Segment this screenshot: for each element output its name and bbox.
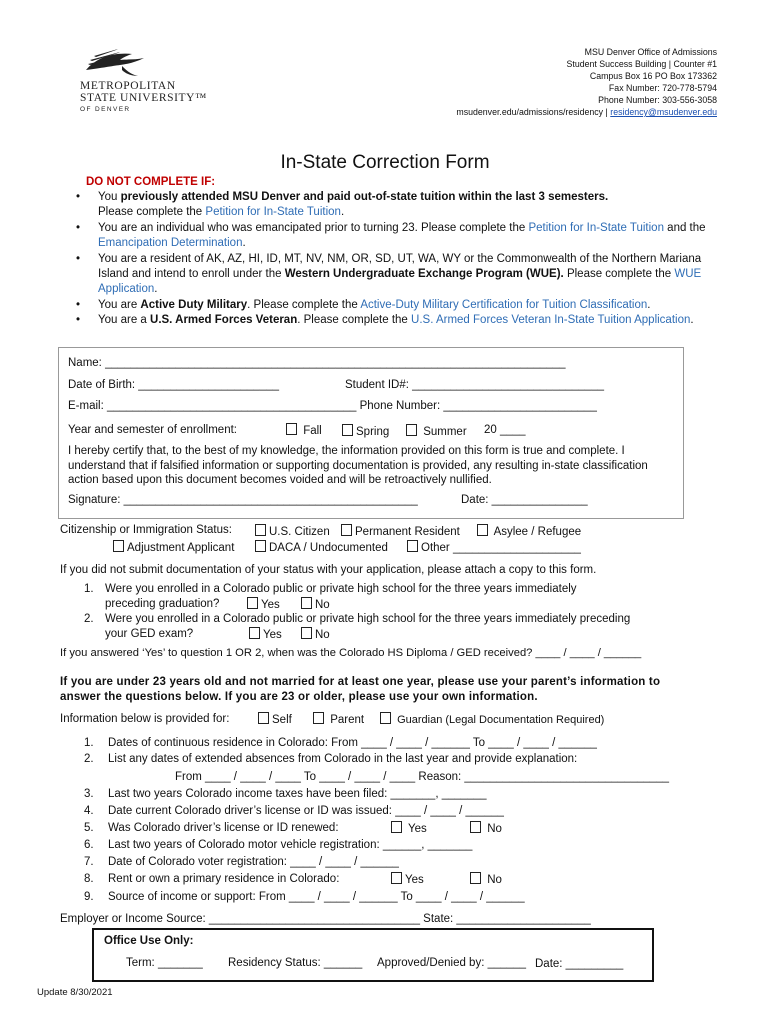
q2-number: 2. [84,613,94,625]
vehicle-registration-field[interactable]: Last two years of Colorado motor vehicle registration: ______, _______ [108,839,473,851]
checkbox[interactable] [255,524,266,536]
employer-field[interactable]: Employer or Income Source: _________________________________ State: _____________________ [60,913,591,925]
office-phone: Phone Number: 303-556-3058 [598,95,717,105]
rent-no-option[interactable] [470,872,502,886]
provided-for-label: Information below is provided for: [60,713,230,725]
asylee-option[interactable] [477,524,581,538]
option-label: Parent [330,714,365,726]
bullet-text: You [98,191,121,203]
ged-date-field[interactable]: If you answered ‘Yes’ to question 1 OR 2, when was the Colorado HS Diploma / GED received? ____ / ____ / ______ [60,647,642,659]
option-label: Yes [263,629,282,641]
option-label: Guardian (Legal Documentation Required) [397,714,605,726]
approved-by-field[interactable]: Approved/Denied by: ______ [377,957,526,969]
bullet-text: Please complete the [563,268,675,281]
item-number: 2. [84,753,94,765]
dob-field[interactable]: Date of Birth: ______________________ [68,379,280,391]
citizenship-label: Citizenship or Immigration Status: [60,524,232,536]
q2-no-option[interactable] [301,627,330,641]
guardian-option[interactable] [380,712,604,726]
other-option[interactable] [407,540,581,554]
citizen-option[interactable] [255,524,330,538]
petition-link[interactable]: Petition for In-State Tuition [205,206,341,219]
option-label: Adjustment Applicant [127,542,235,554]
logo-line-1: METROPOLITAN [80,80,176,92]
parent-info-note: If you are under 23 years old and not married for at least one year, please use your parent’s information to answer the questions below. If you are 23 or older, please use your own information. [60,676,661,703]
checkbox[interactable] [342,424,353,436]
q1-number: 1. [84,583,94,595]
list-item [98,298,718,313]
wue-link[interactable]: WUE Application [98,268,702,296]
self-option[interactable] [258,712,292,726]
item-number: 1. [84,737,94,749]
list-item [98,190,718,221]
checkbox[interactable] [301,627,312,639]
daca-option[interactable] [255,540,388,554]
signature-field[interactable]: Signature: ______________________________________________ [68,494,418,506]
checkbox[interactable] [258,712,269,724]
summer-option[interactable] [406,424,467,438]
spring-option[interactable] [342,424,389,438]
bullet-text: You are a resident of AK, AZ, HI, ID, MT, NV, NM, OR, SD, UT, WA, WY or the Commonwealth of the Northern Mariana Island and intend to enroll under the [98,252,702,281]
bullet-text: Please complete the [98,206,206,219]
bullet-bold: Western Undergraduate Exchange Program (WUE). [284,268,564,281]
q2-yes-option[interactable] [249,627,282,641]
bullet-text: You are a [98,314,151,327]
term-field[interactable]: Term: _______ [126,957,203,969]
logo-line-2: STATE UNIVERSITY™ [80,92,207,104]
option-label: Spring [356,426,390,438]
office-fax: Fax Number: 720-778-5794 [608,83,717,93]
item-number: 9. [84,891,94,903]
office-use-title: Office Use Only: [104,935,194,947]
checkbox[interactable] [380,712,391,724]
list-item [98,221,718,252]
option-label: No [315,629,330,641]
income-source-dates-field[interactable]: Source of income or support: From ____ / ____ / ______ To ____ / ____ / ______ [108,891,525,903]
option-label: Summer [423,426,467,438]
office-date-field[interactable]: Date: _________ [535,958,624,970]
list-item [98,313,718,328]
renewed-no-option[interactable] [470,821,502,835]
q2-text-2: your GED exam? [105,628,194,640]
option-label: No [315,599,330,611]
residence-label: Rent or own a primary residence in Colorado: [108,873,340,885]
do-not-complete-heading: DO NOT COMPLETE IF: [86,176,216,188]
q1-text-2: preceding graduation? [105,598,220,610]
email-phone-field[interactable]: E-mail: _______________________________________ Phone Number: ________________________ [68,400,597,412]
bullet-text: . Please complete the [247,298,361,311]
emancipation-link[interactable]: Emancipation Determination [98,237,243,250]
option-label: Asylee / Refugee [493,526,582,538]
item-number: 6. [84,839,94,851]
logo-line-3: OF DENVER [80,106,131,113]
checkbox[interactable] [470,821,481,833]
list-item [98,252,718,298]
bullet-bold: Active Duty Military [140,298,248,311]
option-label: Yes [261,599,280,611]
checkbox[interactable] [391,821,402,833]
bullet-text: . [340,206,345,219]
office-contact-block [456,46,717,118]
year-field[interactable]: 20 ____ [484,424,526,436]
q2-text: Were you enrolled in a Colorado public or private high school for the three years immediately preceding [105,613,631,625]
income-tax-field[interactable]: Last two years Colorado income taxes have been filed: _______, _______ [108,788,487,800]
bullet-bold: previously attended MSU Denver and paid out-of-state tuition within the last 3 semesters. [120,191,609,203]
q1-no-option[interactable] [301,597,330,611]
checkbox[interactable] [341,524,352,536]
rent-yes-option[interactable] [391,872,424,886]
permanent-resident-option[interactable] [341,524,460,538]
roadrunner-icon [82,48,146,78]
q1-text: Were you enrolled in a Colorado public or private high school for the three years immediately [105,583,577,595]
office-use-box [92,928,654,982]
student-info-box [58,347,684,519]
option-label: Yes [408,823,427,835]
option-label: Fall [303,425,322,437]
bullet-bold: U.S. Armed Forces Veteran [150,314,298,327]
documentation-note: If you did not submit documentation of your status with your application, please attach a copy to this form. [60,564,597,576]
absences-field[interactable]: From ____ / ____ / ____ To ____ / ____ / ____ Reason: ________________________________ [175,771,670,783]
bullet-text: . [690,314,694,327]
checkbox[interactable] [247,597,258,609]
certification-text: I hereby certify that, to the best of my knowledge, the information provided on this form is true and complete. I understand that if falsified information or supporting documentation is provided, any resulting in-state classification action based upon this document becomes voided and will be retroactively nullified. [68,445,648,487]
renewed-yes-option[interactable] [391,821,427,835]
petition-link[interactable]: Petition for In-State Tuition [528,221,664,234]
item-number: 7. [84,856,94,868]
voter-registration-field[interactable]: Date of Colorado voter registration: ____ / ____ / ______ [108,856,399,868]
office-name: MSU Denver Office of Admissions [584,47,717,57]
option-label: DACA / Undocumented [269,542,388,554]
office-web: msudenver.edu/admissions/residency | [456,107,608,117]
checkbox[interactable] [255,540,266,552]
checkbox[interactable] [470,872,481,884]
option-label: Other ____________________ [421,542,581,554]
checkbox[interactable] [313,712,324,724]
item-number: 8. [84,873,94,885]
exclusion-list [62,190,718,329]
item-number: 5. [84,822,94,834]
checkbox[interactable] [301,597,312,609]
license-renewed-label: Was Colorado driver’s license or ID renewed: [108,822,339,834]
checkbox[interactable] [113,540,124,552]
item-number: 3. [84,788,94,800]
bullet-text: You are an individual who was emancipated prior to turning 23. Please complete the [98,221,529,234]
item-number: 4. [84,805,94,817]
residency-status-field[interactable]: Residency Status: ______ [228,957,363,969]
checkbox[interactable] [477,524,488,536]
name-field[interactable]: Name: ________________________________________________________________________ [68,357,566,369]
update-date: Update 8/30/2021 [37,987,113,998]
bullet-text: . Please complete the [297,314,412,327]
option-label: No [487,874,502,886]
option-label: Permanent Resident [355,526,460,538]
checkbox[interactable] [407,540,418,552]
residence-dates-field[interactable]: Dates of continuous residence in Colorado: From ____ / ____ / ______ To ____ / ____ / ______ [108,737,597,749]
office-email-link[interactable]: residency@msudenver.edu [610,107,717,117]
office-building: Student Success Building | Counter #1 [566,59,717,69]
checkbox[interactable] [391,872,402,884]
license-issued-field[interactable]: Date current Colorado driver’s license or ID was issued: ____ / ____ / ______ [108,805,504,817]
office-box: Campus Box 16 PO Box 173362 [589,71,717,81]
student-id-field[interactable]: Student ID#: ______________________________ [345,379,604,391]
absences-label: List any dates of extended absences from Colorado in the last year and provide explanation: [108,753,578,765]
q1-yes-option[interactable] [247,597,280,611]
checkbox[interactable] [249,627,260,639]
date-field[interactable]: Date: _______________ [461,494,588,506]
page-title: In-State Correction Form [280,152,490,173]
fall-option[interactable] [286,423,322,437]
checkbox[interactable] [406,424,417,436]
bullet-text: and the [663,221,706,234]
veteran-link[interactable]: U.S. Armed Forces Veteran In-State Tuition Application [411,314,691,327]
bullet-text: . [647,298,651,311]
option-label: Self [272,714,292,726]
active-duty-link[interactable]: Active-Duty Military Certification for Tuition Classification [360,298,648,311]
year-semester-label: Year and semester of enrollment: [68,424,237,436]
adjustment-option[interactable] [113,540,234,554]
bullet-text: . [242,237,246,250]
option-label: U.S. Citizen [269,526,330,538]
bullet-text: You are [98,298,141,311]
option-label: Yes [405,874,424,886]
option-label: No [487,823,502,835]
parent-option[interactable] [313,712,364,726]
bullet-text: . [154,283,158,296]
msu-denver-logo [80,48,210,114]
checkbox[interactable] [286,423,297,435]
